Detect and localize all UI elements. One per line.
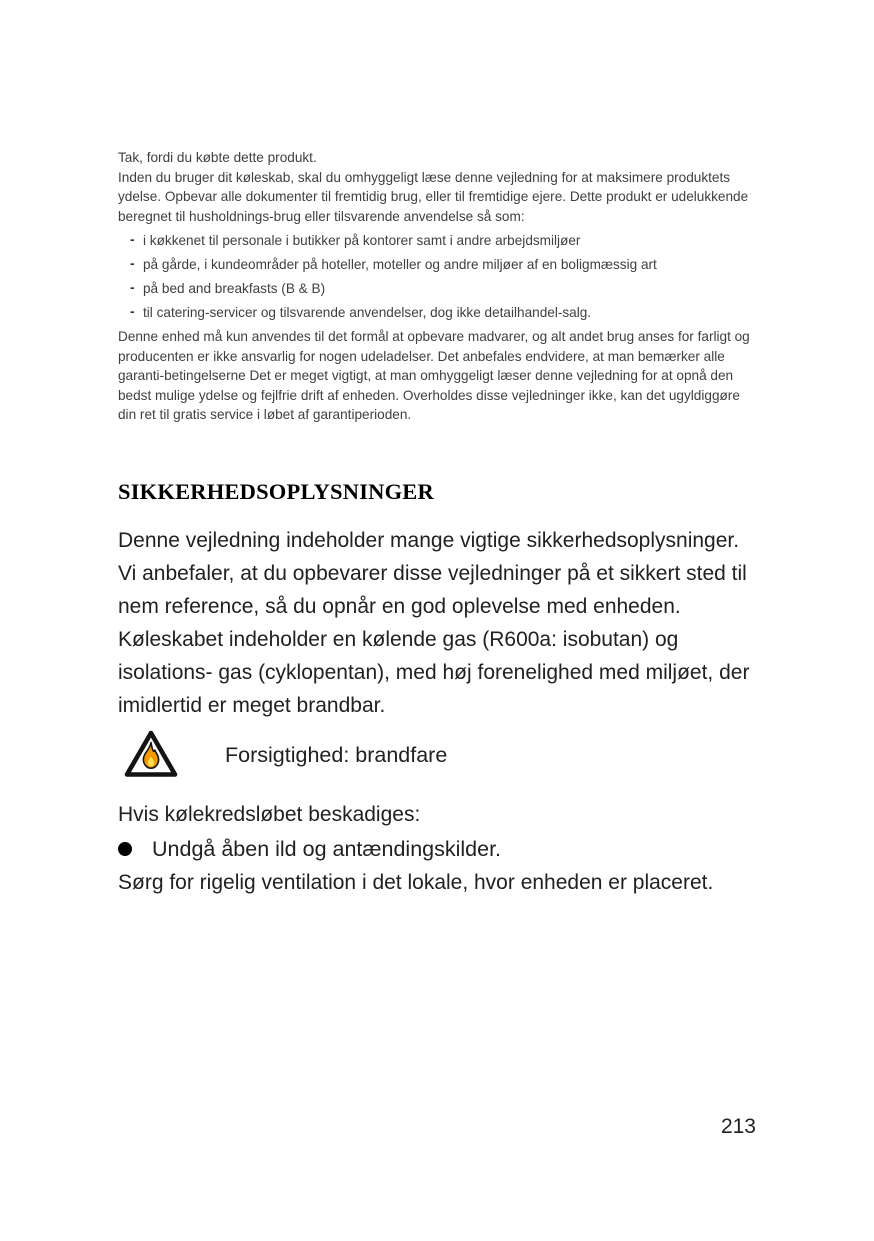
fire-warning-label: Forsigtighed: brandfare — [225, 743, 448, 768]
safety-bullet-row — [118, 833, 759, 866]
safety-paragraph-2: Køleskabet indeholder en kølende gas (R600a: isobutan) og isolations- gas (cyklopentan), med høj forenelighed med miljøet, der imidlertid er meget brandbar. — [118, 627, 750, 717]
list-item: - på gårde, i kundeområder på hoteller, moteller og andre miljøer af en boligmæssig art — [130, 255, 759, 274]
ventilation-line: Sørg for rigelig ventilation i det lokale, hvor enheden er placeret. — [118, 870, 714, 894]
list-item: - i køkkenet til personale i butikker på kontorer samt i andre arbejdsmiljøer — [130, 231, 759, 250]
page-number: 213 — [720, 1115, 756, 1138]
safety-bullet-text: Undgå åben ild og antændingskilder. — [152, 836, 502, 861]
usage-bullet-list — [130, 231, 759, 322]
safety-section-heading: SIKKERHEDSOPLYSNINGER — [118, 478, 434, 504]
damage-line: Hvis kølekredsløbet beskadiges: — [118, 802, 421, 826]
list-item: - på bed and breakfasts (B & B) — [130, 279, 759, 298]
safety-paragraph-1: Denne vejledning indeholder mange vigtige sikkerhedsoplysninger. Vi anbefaler, at du opbevarer disse vejledninger på et sikkert sted til nem reference, så du opnår en god oplevelse med enheden. — [118, 528, 747, 618]
intro-thanks-line: Tak, fordi du købte dette produkt. — [118, 150, 317, 165]
intro-paragraph: Inden du bruger dit køleskab, skal du omhyggeligt læse denne vejledning for at maksimere produktets ydelse. Opbevar alle dokumenter til fremtidig brug, eller til fremtidige ejere. Dette produkt er udelukkende beregnet til husholdnings-brug eller tilsvarende anvendelse så som: — [118, 169, 749, 224]
fire-warning-row — [118, 731, 759, 781]
warranty-paragraph: Denne enhed må kun anvendes til det formål at opbevare madvarer, og alt andet brug anses for farligt og producenten er ikke ansvarlig for nogen udeladelser. Det anbefales endvidere, at man bemærker alle garanti-betingelserne Det er meget vigtigt, at man omhyggeligt læser denne vejledning for at opnå den bedst mulige ydelse og fejlfrie drift af enheden. Overholdes disse vejledninger ikke, kan det ugyldiggøre din ret til gratis service i løbet af garantiperioden. — [118, 329, 750, 423]
page-content — [118, 148, 759, 899]
fire-hazard-triangle-icon — [124, 729, 178, 783]
list-item: - til catering-servicer og tilsvarende anvendelser, dog ikke detailhandel-salg. — [130, 303, 759, 322]
bullet-dot-icon — [118, 842, 132, 856]
